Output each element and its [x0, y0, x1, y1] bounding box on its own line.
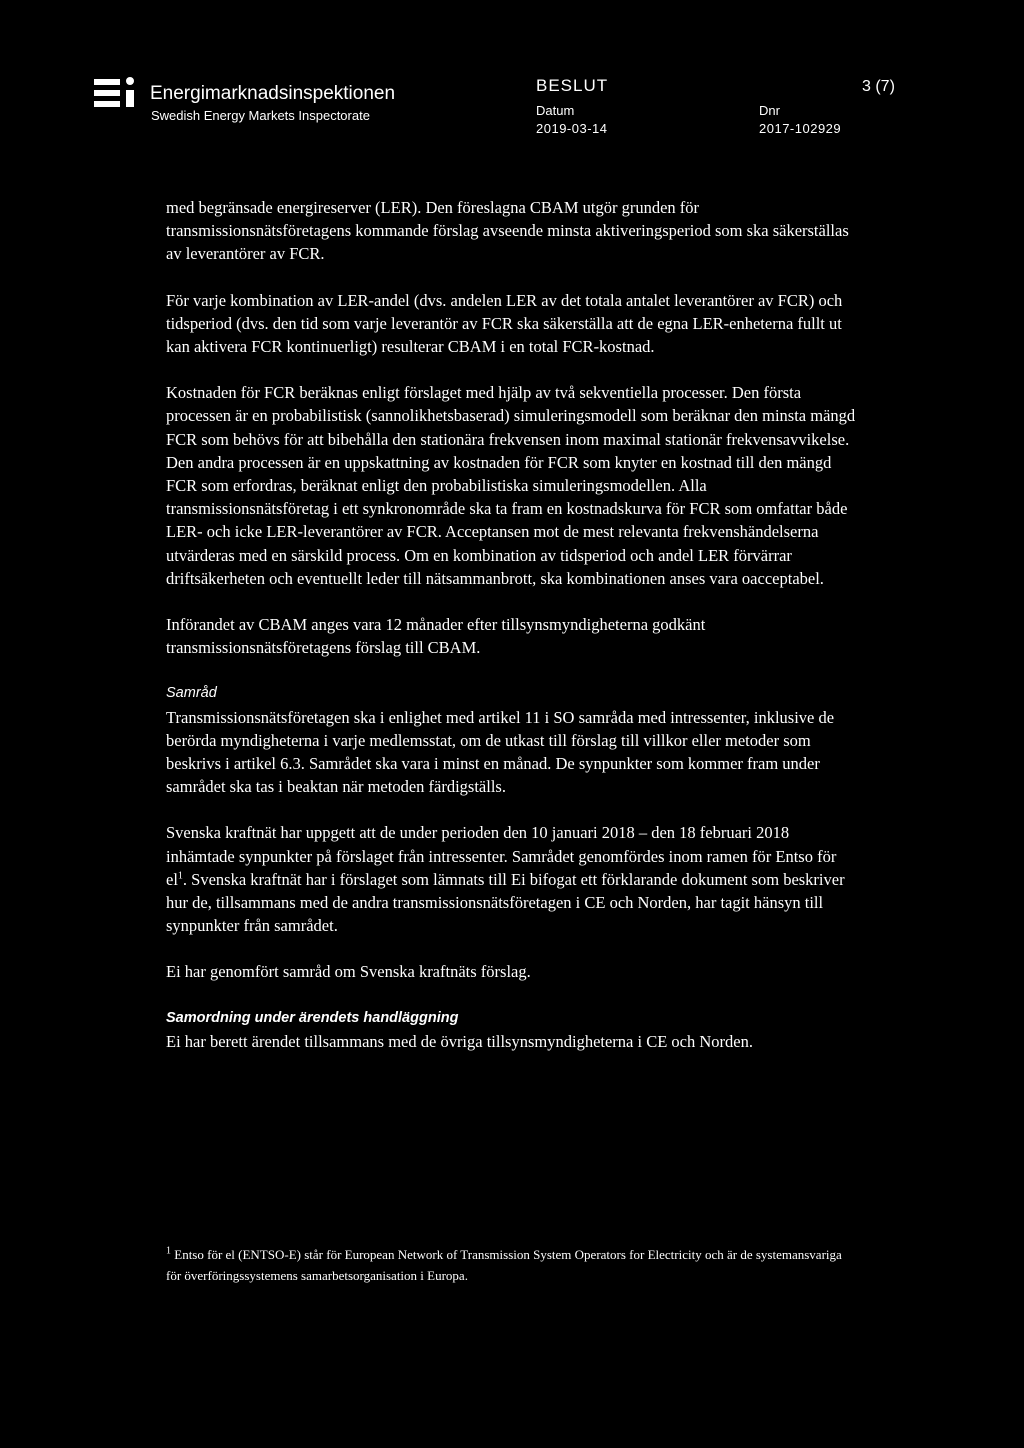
footnote-reference[interactable]: 1: [177, 870, 183, 882]
section-heading-samordning: Samordning under ärendets handläggning: [166, 1009, 459, 1026]
section-heading-samrad: Samråd: [166, 685, 217, 702]
org-name-en: Swedish Energy Markets Inspectorate: [151, 108, 370, 123]
date-value: 2019-03-14: [536, 121, 608, 136]
org-name: Energimarknadsinspektionen: [150, 83, 396, 104]
paragraph: Ei har berett ärendet tillsammans med de övriga tillsynsmyndigheterna i CE och Norden.: [166, 1031, 753, 1051]
paragraph: Transmissionsnätsföretagen ska i enlighet med artikel 11 i SO samråda med intressenter, inklusive de berörda myndigheterna i varje medlemsstat, om de utkast till förslag till villkor eller metoder som beskrivs i artikel 6.3. Samrådet ska vara i minst en månad. De synpunkter som kommer fram under samrådet ska tas i beaktan när metoden färdigställs.: [166, 707, 835, 797]
paragraph: Kostnaden för FCR beräknas enligt förslaget med hjälp av två sekventiella processer. Den första processen är en probabilistisk (sannolikhetsbaserad) simuleringsmodell som beräknar den minsta mängd FCR som behövs för att bibehålla den stationära frekvensen inom maximal stationär frekvensavvikelse. Den andra processen är en uppskattning av kostnaden för FCR som knyter en kostnad till den mängd FCR som erfordras, beräknat enligt den probabilistiska simuleringsmodellen. Alla transmissionsnätsföretag i ett synkronområde ska ta fram en kostnadskurva för FCR som omfattar både LER- och icke LER-leverantörer av FCR. Acceptansen mot de mest relevanta frekvenshändelserna utvärderas med en särskild process. Om en kombination av tidsperiod och andel LER förvärrar driftsäkerheten och eventuellt leder till nätsammanbrott, ska kombinationen anses vara oacceptabel.: [166, 383, 856, 588]
footnote-mark: 1: [166, 1245, 171, 1257]
paragraph: För varje kombination av LER-andel (dvs. andelen LER av det totala antalet leverantörer av FCR) och tidsperiod (dvs. den tid som varje leverantör av FCR ska säkerställa att de egna LER-enheterna fullt ut kan aktivera FCR kontinuerligt) resulterar CBAM i en total FCR-kostnad.: [166, 290, 843, 357]
paragraph-text: . Svenska kraftnät har i förslaget som lämnats till Ei bifogat ett förklarande dokument som beskriver hur de, tillsammans med de andra transmissionsnätsföretagen i CE och Norden, har tagit hänsyn till synpunkter från samrådet.: [166, 869, 845, 936]
document-body: [166, 196, 856, 1076]
dnr-value: 2017-102929: [759, 121, 842, 136]
footnote-text: Entso för el (ENTSO-E) står för European Network of Transmission System Operators for Electricity och är de systemansvariga för överföringssystemens samarbetsorganisation i Europa.: [166, 1247, 842, 1283]
paragraph: Ei har genomfört samråd om Svenska kraftnäts förslag.: [166, 962, 531, 982]
paragraph: med begränsade energireserver (LER). Den föreslagna CBAM utgör grunden för transmissionsnätsföretagens kommande förslag avseende minsta aktiveringsperiod som ska säkerställas av leverantörer av FCR.: [166, 198, 849, 264]
paragraph: Införandet av CBAM anges vara 12 månader efter tillsynsmyndigheterna godkänt transmissionsnätsföretagens förslag till CBAM.: [166, 615, 706, 658]
document-type: BESLUT: [536, 76, 609, 95]
page-number: 3 (7): [862, 78, 895, 95]
paragraph: [166, 821, 856, 937]
date-label: Datum: [536, 103, 575, 118]
dnr-label: Dnr: [759, 103, 780, 118]
ei-logo-icon: [94, 77, 138, 119]
paragraph-text: Svenska kraftnät har uppgett att de under perioden den 10 januari 2018 – den 18 februari 2018 inhämtade synpunkter på förslaget från intressenter. Samrådet genomfördes inom ramen för Entso för el: [166, 823, 837, 889]
footnote: [166, 1244, 856, 1286]
